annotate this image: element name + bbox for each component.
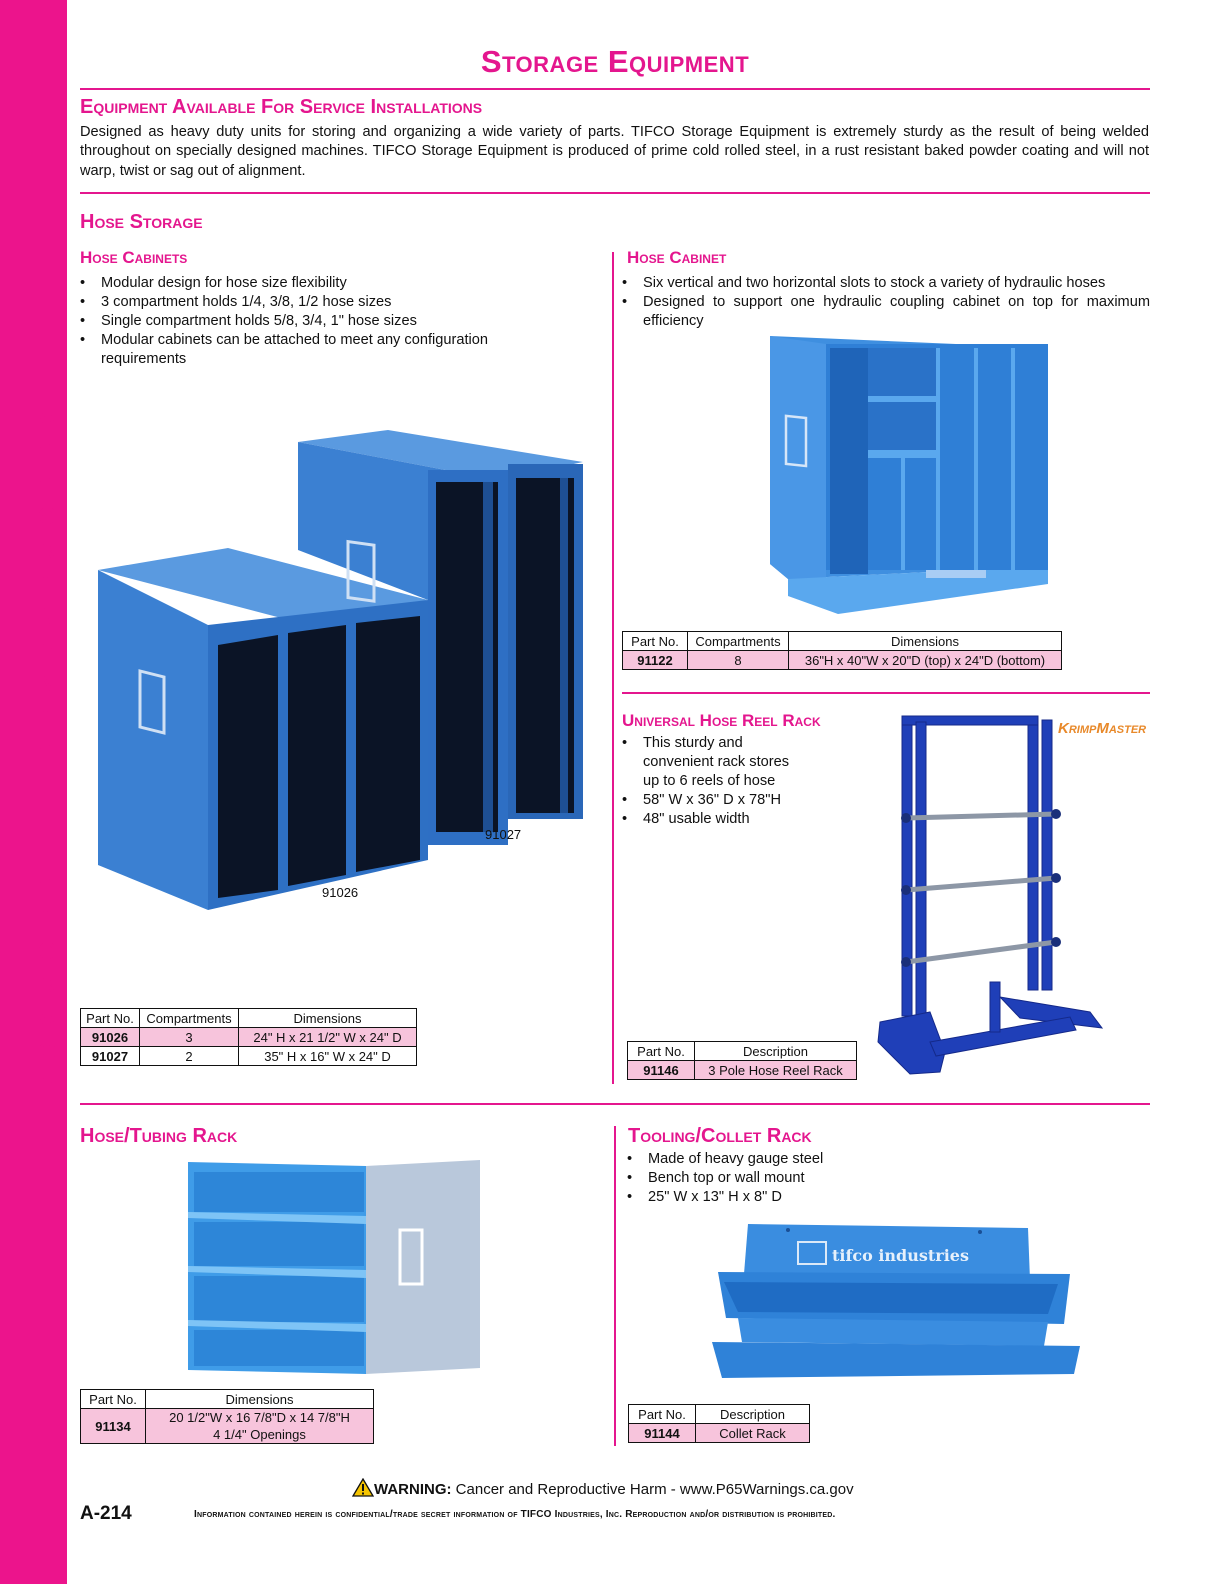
hose-cabinet-heading: Hose Cabinet [627, 248, 727, 267]
side-tab-letter: E [38, 1071, 55, 1099]
table-cell: 91027 [81, 1047, 140, 1066]
side-tab-letter: N [38, 670, 56, 698]
table-header: Description [696, 1405, 810, 1424]
side-tab-letter: A [38, 403, 56, 430]
intro-rule [80, 192, 1150, 194]
krimpmaster-logo: KrimpMaster [1058, 720, 1147, 737]
list-item: • Single compartment holds 5/8, 3/4, 1" hose sizes [80, 312, 560, 331]
list-item: • 3 compartment holds 1/4, 3/8, 1/2 hose sizes [80, 293, 560, 312]
list-item: • Made of heavy gauge steel [627, 1150, 927, 1169]
section-rule [622, 692, 1150, 694]
side-tab-letter: - [38, 803, 46, 831]
hose-storage-heading: Hose Storage [80, 211, 203, 233]
intro-heading: Equipment Available For Service Installations [80, 96, 483, 118]
prop65-warning [352, 1478, 854, 1498]
side-tab-letter: R [38, 970, 56, 998]
hose-cabinets-image [88, 420, 598, 930]
collet-rack-bullets [627, 1150, 927, 1207]
hose-cabinets-table [80, 1008, 417, 1066]
table-cell: 91026 [81, 1028, 140, 1047]
table-row [81, 1028, 417, 1047]
warning-triangle-icon [352, 1478, 374, 1497]
column-divider [612, 252, 614, 1084]
image-caption: 91027 [485, 827, 522, 842]
table-header: Part No. [629, 1405, 696, 1424]
image-caption: 91026 [322, 885, 359, 900]
table-row [628, 1061, 857, 1080]
table-row [81, 1047, 417, 1066]
confidentiality-footer: Information contained herein is confidential/trade secret information of TIFCO Industries, Inc. Reproduction and/or distribution is prohibited. [194, 1509, 836, 1520]
tubing-rack-image [186, 1158, 484, 1380]
side-tab-letter: A [38, 1004, 56, 1032]
side-tab-letter [0, 834, 96, 867]
reel-rack-bullets [622, 734, 807, 829]
table-header: Part No. [628, 1042, 695, 1061]
table-cell: 91122 [623, 651, 688, 670]
reel-rack-heading: Universal Hose Reel Rack [622, 711, 821, 730]
warning-text: Cancer and Reproductive Harm - www.P65Warnings.ca.gov [455, 1481, 854, 1498]
collet-rack-table [628, 1404, 810, 1443]
side-tab-letter: T [38, 904, 53, 932]
table-header: Dimensions [239, 1009, 417, 1028]
side-tab-letter: O [38, 503, 57, 531]
table-header: Part No. [81, 1009, 140, 1028]
side-tab-letter: S [38, 737, 55, 765]
table-cell: 2 [140, 1047, 239, 1066]
table-header: Compartments [140, 1009, 239, 1028]
side-tab-letter: S [38, 469, 55, 497]
table-cell: 36"H x 40"W x 20"D (top) x 24"D (bottom) [789, 651, 1062, 670]
table-header: Part No. [623, 632, 688, 651]
tifco-brand-text: tifco industries [832, 1246, 969, 1265]
hose-cabinet-table [622, 631, 1062, 670]
table-header: Part No. [81, 1390, 146, 1409]
warning-label: WARNING: [374, 1481, 452, 1498]
side-tab-letter: O [38, 937, 57, 965]
list-item: • 58" W x 36" D x 78"H [622, 791, 807, 810]
collet-rack-heading: Tooling/Collet Rack [628, 1125, 812, 1147]
table-header: Dimensions [789, 632, 1062, 651]
hose-cabinets-heading: Hose Cabinets [80, 248, 188, 267]
table-cell: 3 Pole Hose Reel Rack [695, 1061, 857, 1080]
reel-rack-image [870, 712, 1110, 1084]
tubing-rack-table [80, 1389, 374, 1444]
list-item: • Bench top or wall mount [627, 1169, 927, 1188]
section-rule [80, 1103, 1150, 1105]
side-tab-letters [0, 400, 96, 1102]
dimensions-line: 20 1/2"W x 16 7/8"D x 14 7/8"H [169, 1410, 350, 1425]
intro-paragraph: Designed as heavy duty units for storing and organizing a wide variety of parts. TIFCO Storage Equipment is extremely sturdy as the result of being welded throughout on specially designed machines. TIFCO Storage Equipment is produced of prime cold rolled steel, in a rust resistant baked powder coating and will not warp, twist or sag out of alignment. [80, 124, 1149, 179]
openings-line: 4 1/4" Openings [213, 1427, 306, 1442]
side-tab-letter: M [38, 603, 58, 631]
reel-rack-table [627, 1041, 857, 1080]
side-tab-letter: S [38, 436, 55, 464]
side-tab-letter: T [38, 703, 53, 731]
list-item: • Modular design for hose size flexibility [80, 274, 560, 293]
list-item: • 48" usable width [622, 810, 807, 829]
collet-rack-image [708, 1218, 1084, 1384]
side-tab-letter [0, 767, 96, 800]
table-header: Dimensions [146, 1390, 374, 1409]
side-tab-letter: E [38, 636, 55, 664]
side-tab-letter: R [38, 536, 56, 564]
side-tab-letter: S [38, 870, 55, 898]
page-title: Storage Equipment [480, 44, 750, 79]
hose-cabinet-bullets [622, 274, 1150, 331]
hose-cabinet-image [768, 334, 1058, 616]
list-item: • Modular cabinets can be attached to meet any configuration requirements [80, 331, 560, 369]
side-tab-letter: G [38, 1037, 57, 1065]
hose-cabinets-bullets [80, 274, 560, 369]
page-number: A-214 [80, 1503, 132, 1524]
table-cell: 8 [688, 651, 789, 670]
table-cell: 91146 [628, 1061, 695, 1080]
tubing-rack-heading: Hose/Tubing Rack [80, 1125, 238, 1147]
title-rule [80, 88, 1150, 90]
table-row [81, 1409, 374, 1444]
table-cell: 35" H x 16" W x 24" D [239, 1047, 417, 1066]
table-cell: 91144 [629, 1424, 696, 1443]
list-item: • This sturdy and convenient rack stores up to 6 reels of hose [622, 734, 807, 791]
table-cell: 3 [140, 1028, 239, 1047]
table-cell: 91134 [81, 1409, 146, 1444]
side-tab-letter: T [38, 570, 53, 598]
list-item: • Six vertical and two horizontal slots to stock a variety of hydraulic hoses [622, 274, 1150, 293]
list-item: • Designed to support one hydraulic coupling cabinet on top for maximum efficiency [622, 293, 1150, 331]
table-cell [146, 1409, 374, 1444]
table-cell: Collet Rack [696, 1424, 810, 1443]
table-row [623, 651, 1062, 670]
table-header: Description [695, 1042, 857, 1061]
table-row [629, 1424, 810, 1443]
list-item: • 25" W x 13" H x 8" D [627, 1188, 927, 1207]
table-cell: 24" H x 21 1/2" W x 24" D [239, 1028, 417, 1047]
table-header: Compartments [688, 632, 789, 651]
column-divider [614, 1126, 616, 1446]
